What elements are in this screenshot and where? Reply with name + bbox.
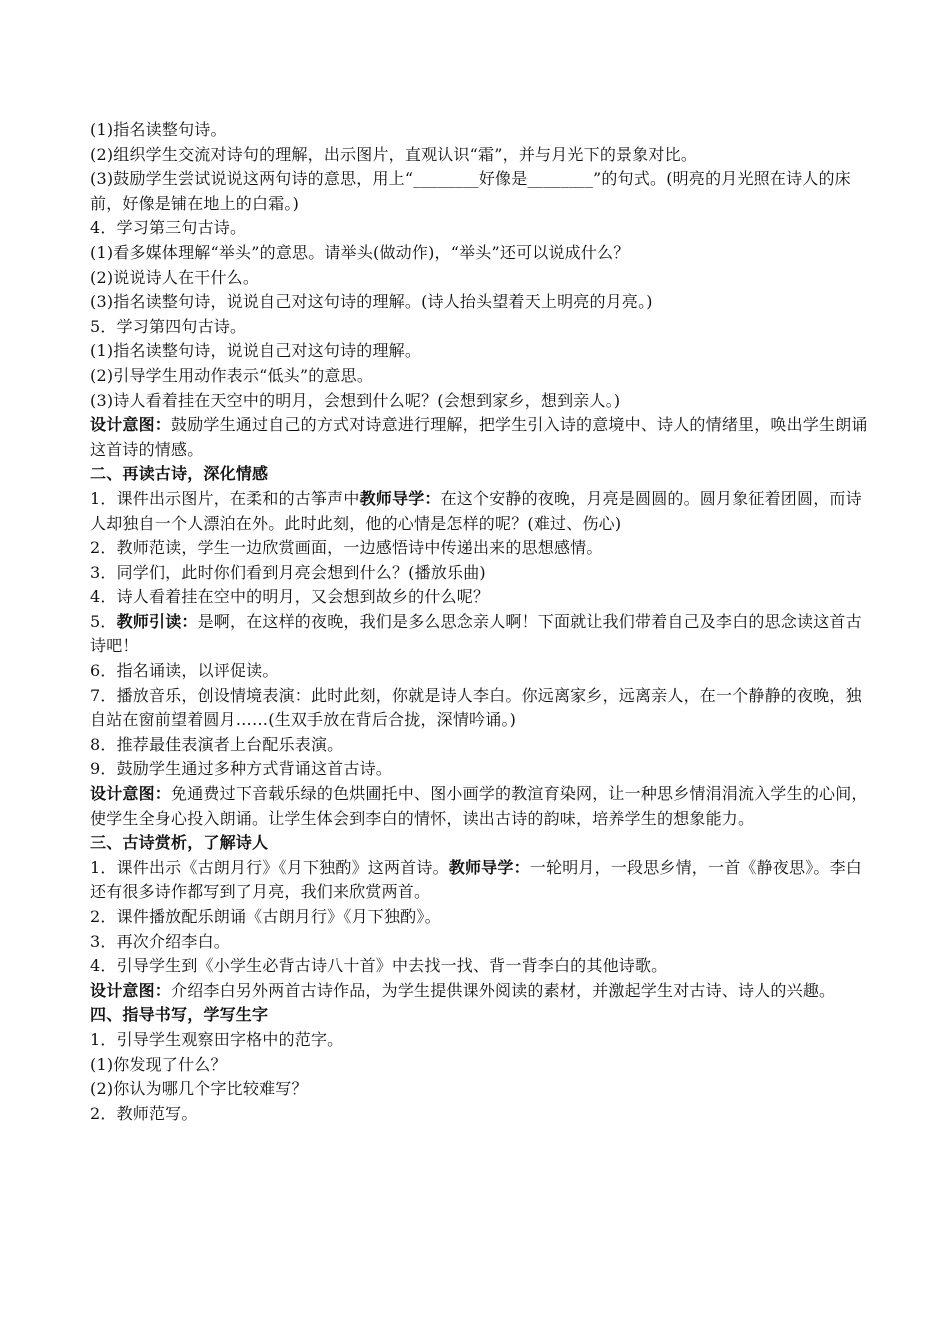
paragraph: 5．学习第四句古诗。 [90, 316, 247, 336]
design-intent-1 [90, 413, 870, 462]
text-run: 一轮明月，一段思乡情，一首《静夜思》。李白还有很多诗作都写到了月亮，我们来欣赏两首。 [90, 857, 862, 902]
paragraph: (3)诗人看着挂在天空中的明月，会想到什么呢？(会想到家乡，想到亲人。) [90, 390, 621, 410]
paragraph: (2)引导学生用动作表示“低头”的意思。 [90, 365, 374, 385]
design-intent-3 [90, 979, 870, 1004]
design-intent-label: 设计意图： [90, 784, 172, 804]
teacher-guide-label: 教师导学： [359, 488, 441, 508]
paragraph: (1)你发现了什么？ [90, 1054, 227, 1074]
paragraph: 6．指名诵读，以评促读。 [90, 661, 279, 681]
paragraph: (3)鼓励学生尝试说说这两句诗的意思，用上“________好像是________”的句式。(明亮的月光照在诗人的床前，好像是铺在地上的白霜。) [90, 169, 851, 213]
section-heading-3: 三、古诗赏析，了解诗人 [90, 833, 269, 853]
paragraph: 4．诗人看着挂在空中的明月，又会想到故乡的什么呢？ [90, 587, 490, 607]
paragraph: 2．课件播放配乐朗诵《古朗月行》《月下独酌》。 [90, 907, 441, 926]
paragraph: 4．学习第三句古诗。 [90, 218, 247, 238]
paragraph: 8．推荐最佳表演者上台配乐表演。 [90, 734, 344, 754]
paragraph [90, 856, 870, 905]
section-heading-4: 四、指导书写，学写生字 [90, 1005, 269, 1025]
paragraph: (3)指名读整句诗，说说自己对这句诗的理解。(诗人抬头望着天上明亮的月亮。) [90, 292, 653, 312]
text-run: 1．课件出示《古朗月行》《月下独酌》这两首诗。 [90, 857, 449, 877]
paragraph: (1)指名读整句诗。 [90, 120, 227, 139]
text-run: 5． [90, 611, 117, 631]
paragraph: 3．同学们，此时你们看到月亮会想到什么？(播放乐曲) [90, 562, 486, 582]
design-intent-text: 免通费过下音载乐绿的色烘圃托中、图小画学的教渲育染网，让一种思乡情涓涓流入学生的心间，使学生全身心投入朗诵。让学生体会到李白的情怀，读出古诗的韵味，培养学生的想象能力。 [90, 784, 868, 828]
teacher-lead-label: 教师引读： [116, 611, 198, 631]
paragraph: 7．播放音乐，创设情境表演：此时此刻，你就是诗人李白。你远离家乡，远离亲人，在一个静静的夜晚，独自站在窗前望着圆月……(生双手放在背后合拢，深情吟诵。) [90, 685, 862, 730]
paragraph: (2)组织学生交流对诗句的理解，出示图片，直观认识“霜”，并与月光下的景象对比。 [90, 144, 698, 164]
paragraph: 4．引导学生到《小学生必背古诗八十首》中去找一找、背一背李白的其他诗歌。 [90, 956, 668, 976]
paragraph: (1)看多媒体理解“举头”的意思。请举头(做动作)，“举头”还可以说成什么？ [90, 242, 630, 262]
paragraph: 2．教师范写。 [90, 1103, 198, 1123]
design-intent-text: 介绍李白另外两首古诗作品，为学生提供课外阅读的素材，并激起学生对古诗、诗人的兴趣。 [171, 980, 836, 1000]
paragraph: 1．引导学生观察田字格中的范字。 [90, 1029, 344, 1049]
paragraph [90, 610, 870, 659]
paragraph: (2)说说诗人在干什么。 [90, 267, 260, 287]
text-run: 1．课件出示图片，在柔和的古筝声中 [90, 488, 360, 508]
design-intent-label: 设计意图： [90, 415, 172, 435]
design-intent-text: 鼓励学生通过自己的方式对诗意进行理解，把学生引入诗的意境中、诗人的情绪里，唤出学生朗诵这首诗的情感。 [90, 415, 868, 459]
paragraph: 9．鼓励学生通过多种方式背诵这首古诗。 [90, 759, 392, 779]
teacher-guide-label: 教师导学： [448, 857, 530, 877]
paragraph: (1)指名读整句诗，说说自己对这句诗的理解。 [90, 341, 422, 361]
paragraph: 3．再次介绍李白。 [90, 931, 230, 951]
document-body [90, 118, 870, 1126]
text-run: 在这个安静的夜晚，月亮是圆圆的。圆月象征着团圆，而诗人却独自一个人漂泊在外。此时此刻，他的心情是怎样的呢？(难过、伤心) [90, 488, 862, 533]
section-heading-2: 二、再读古诗，深化情感 [90, 464, 269, 484]
paragraph: 2．教师范读，学生一边欣赏画面，一边感悟诗中传递出来的思想感情。 [90, 538, 603, 558]
paragraph: (2)你认为哪几个字比较难写？ [90, 1079, 308, 1099]
design-intent-label: 设计意图： [90, 980, 172, 1000]
design-intent-2 [90, 782, 870, 831]
paragraph [90, 487, 870, 536]
text-run: 是啊，在这样的夜晚，我们是多么思念亲人啊！下面就让我们带着自己及李白的思念读这首古诗吧！ [90, 611, 862, 656]
